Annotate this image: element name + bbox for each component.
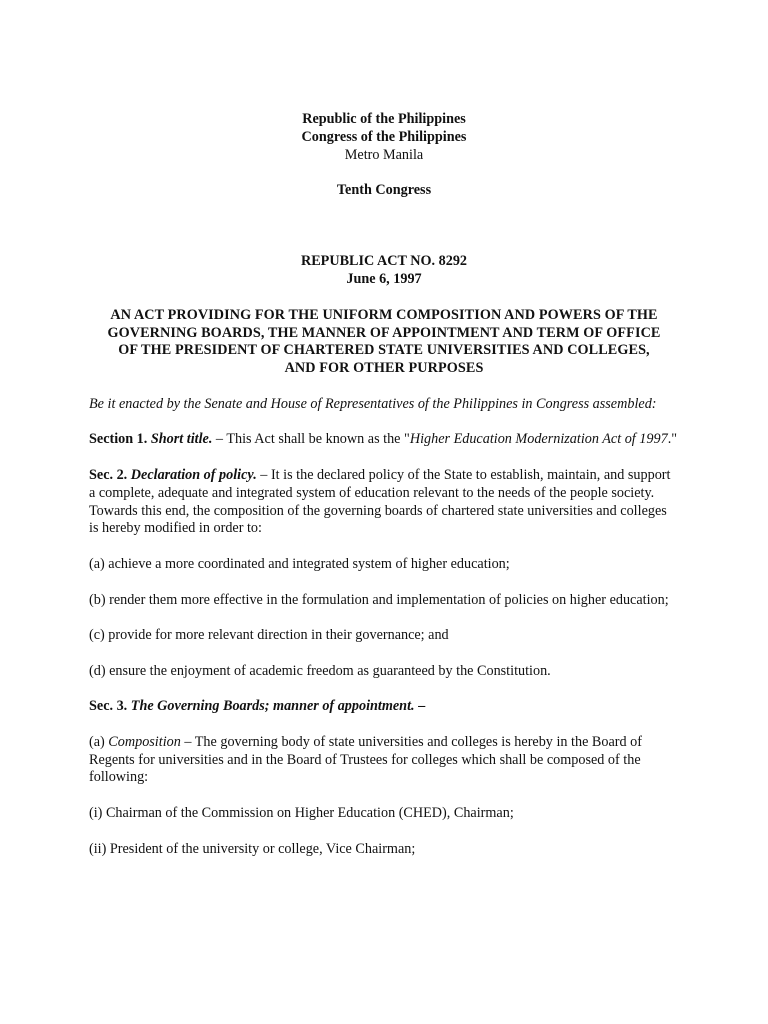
act-title-line: OF THE PRESIDENT OF CHARTERED STATE UNIVERSITIES AND COLLEGES, [118, 342, 650, 359]
act-heading [89, 253, 679, 378]
section-3-dash: – [414, 698, 426, 715]
congress-line: Congress of the Philippines [301, 128, 467, 145]
board-member-item: (ii) President of the university or college, Vice Chairman; [89, 840, 416, 857]
section-2-label: Sec. 2. [89, 466, 128, 483]
section-1-short-title: Higher Education Modernization Act of 1997 [409, 431, 668, 448]
act-date: June 6, 1997 [346, 271, 422, 288]
document-page [89, 111, 679, 858]
composition-dash: – [180, 733, 195, 750]
board-member-item: (i) Chairman of the Commission on Higher Education (CHED), Chairman; [89, 805, 514, 822]
section-3-composition [89, 734, 679, 787]
act-title-line: GOVERNING BOARDS, THE MANNER OF APPOINTMENT AND TERM OF OFFICE [107, 324, 661, 341]
act-title-line: AN ACT PROVIDING FOR THE UNIFORM COMPOSITION AND POWERS OF THE [110, 306, 658, 323]
section-1-label: Section 1. [89, 431, 148, 448]
section-1 [89, 431, 679, 449]
republic-line: Republic of the Philippines [302, 111, 466, 127]
policy-item-c: (c) provide for more relevant direction in their governance; and [89, 627, 449, 644]
section-1-text: This Act shall be known as the " [226, 431, 410, 448]
composition-heading: Composition [108, 733, 181, 750]
section-1-heading: Short title. [150, 431, 213, 448]
act-number: REPUBLIC ACT NO. 8292 [300, 253, 468, 270]
policy-item-a: (a) achieve a more coordinated and integrated system of higher education; [89, 555, 510, 572]
section-1-dash: – [212, 431, 227, 448]
section-2-dash: – [256, 466, 271, 483]
act-title-line: AND FOR OTHER PURPOSES [284, 360, 484, 377]
congress-session: Tenth Congress [336, 182, 432, 199]
section-2 [89, 467, 679, 538]
section-3-heading-line [89, 698, 679, 716]
location-line: Metro Manila [344, 146, 424, 163]
section-2-heading: Declaration of policy. [130, 466, 257, 483]
composition-text: The governing body of state universities and colleges is hereby in the Board of Regents for universities and in the Board of Trustees for colleges which shall be composed of the following: [89, 733, 642, 786]
section-3-heading: The Governing Boards; manner of appointment. [130, 698, 415, 715]
enacting-clause: Be it enacted by the Senate and House of Representatives of the Philippines in Congress assembled: [89, 395, 657, 412]
policy-item-b: (b) render them more effective in the formulation and implementation of policies on higher education; [89, 591, 669, 608]
document-header [89, 111, 679, 253]
section-3-label: Sec. 3. [89, 698, 128, 715]
policy-item-d: (d) ensure the enjoyment of academic freedom as guaranteed by the Constitution. [89, 662, 551, 679]
section-1-text-end: ." [667, 431, 678, 448]
section-2-text: It is the declared policy of the State to establish, maintain, and support a complete, adequate and integrated system of education relevant to the needs of the people society. Towards this end, the composition of the governing boards of chartered state universities and colleges is hereby modified in order to: [89, 466, 671, 537]
composition-label: (a) [89, 733, 109, 750]
